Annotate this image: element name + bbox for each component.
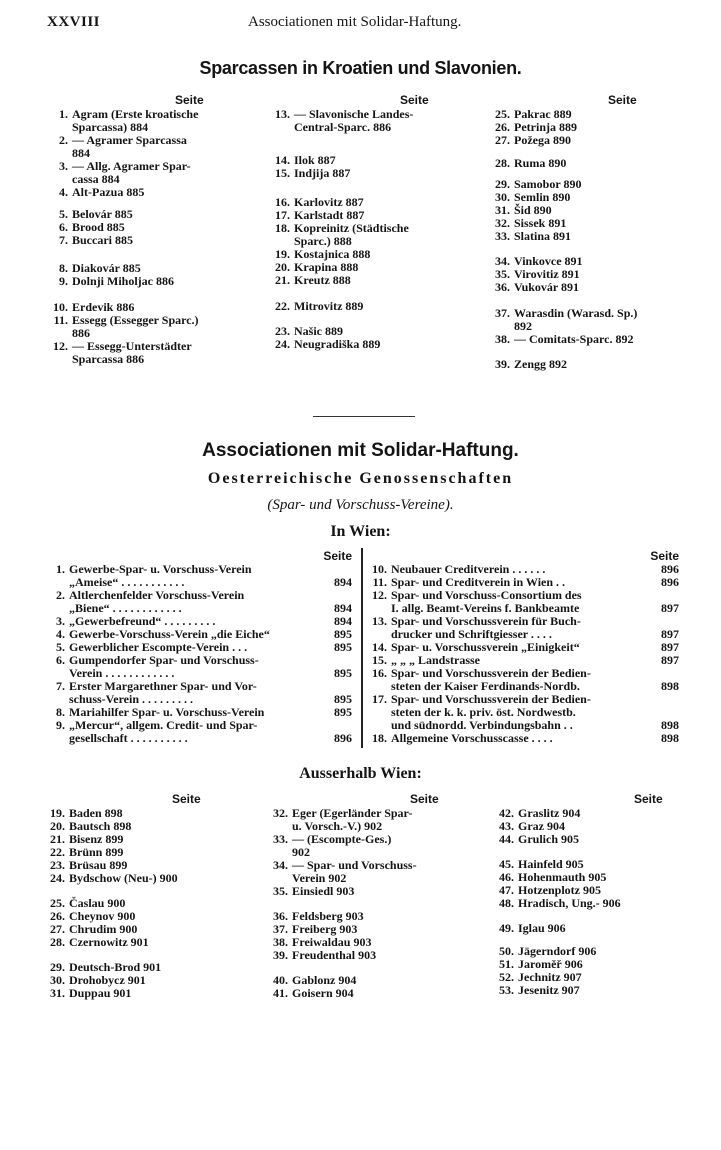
entry-text: Časlau 900 bbox=[69, 896, 126, 910]
entry-text: „Gewerbefreund“ . . . . . . . . . bbox=[69, 614, 216, 628]
entry-text: Gewerblicher Escompte-Verein . . . bbox=[69, 640, 248, 654]
entry-text: — Essegg-Unterstädter Sparcassa 886 bbox=[72, 339, 192, 366]
entry-number: 18. bbox=[372, 731, 387, 745]
entry-number: 41. bbox=[273, 986, 288, 1000]
ausserhalb-column-3 bbox=[496, 793, 716, 1013]
entry-text: Czernowitz 901 bbox=[69, 935, 149, 949]
entry-text: Freiwaldau 903 bbox=[292, 935, 372, 949]
page-reference: 897 bbox=[661, 640, 679, 654]
entry-number: 25. bbox=[495, 107, 510, 121]
entry-number: 7. bbox=[56, 679, 65, 693]
entry-number: 6. bbox=[56, 653, 65, 667]
entry-text: Graz 904 bbox=[518, 819, 565, 833]
entry-number: 11. bbox=[372, 575, 387, 589]
entry-text: Kreutz 888 bbox=[294, 273, 351, 287]
page-reference: 894 bbox=[334, 614, 352, 628]
entry-text: Feldsberg 903 bbox=[292, 909, 364, 923]
entry-number: 4. bbox=[56, 627, 65, 641]
entry-text: — (Escompte-Ges.) 902 bbox=[292, 832, 392, 859]
entry-text: Spar- und Creditverein in Wien . . bbox=[391, 575, 566, 589]
entry-text: Požega 890 bbox=[514, 133, 571, 147]
entry-text: Essegg (Essegger Sparc.) 886 bbox=[72, 313, 199, 340]
entry-number: 19. bbox=[50, 806, 65, 820]
entry-text: Spar- u. Vorschussverein „Einigkeit“ bbox=[391, 640, 580, 654]
entry-number: 44. bbox=[499, 832, 514, 846]
section-title-sparcassen: Sparcassen in Kroatien und Slavonien. bbox=[199, 58, 522, 78]
entry-text: Jaroměř 906 bbox=[518, 957, 583, 971]
entry-number: 13. bbox=[275, 107, 290, 121]
entry-number: 14. bbox=[372, 640, 387, 654]
entry-number: 24. bbox=[50, 871, 65, 885]
section-divider bbox=[313, 416, 415, 417]
entry-text: Zengg 892 bbox=[514, 357, 568, 371]
entry-number: 16. bbox=[372, 666, 387, 680]
entry-text: Cheynov 900 bbox=[69, 909, 136, 923]
page-reference: 898 bbox=[661, 718, 679, 732]
page-reference: 896 bbox=[334, 731, 352, 745]
seite-label: Seite bbox=[634, 792, 663, 806]
entry-number: 47. bbox=[499, 883, 514, 897]
wien-column-left bbox=[47, 550, 352, 750]
entry-number: 33. bbox=[495, 229, 510, 243]
entry-text: „ „ „ Landstrasse bbox=[391, 653, 481, 667]
entry-text: Brood 885 bbox=[72, 220, 125, 234]
page-reference: 897 bbox=[661, 653, 679, 667]
entry-number: 32. bbox=[495, 216, 510, 230]
page-reference: 895 bbox=[334, 692, 352, 706]
entry-number: 10. bbox=[53, 300, 68, 314]
entry-number: 4. bbox=[59, 185, 68, 199]
entry-number: 51. bbox=[499, 957, 514, 971]
entry-number: 21. bbox=[275, 273, 290, 287]
entry-number: 19. bbox=[275, 247, 290, 261]
entry-text: Warasdin (Warasd. Sp.) 892 bbox=[514, 306, 638, 333]
entry-number: 43. bbox=[499, 819, 514, 833]
entry-text: Diakovár 885 bbox=[72, 261, 141, 275]
entry-number: 15. bbox=[372, 653, 387, 667]
entry-text: — Spar- und Vorschuss- Verein 902 bbox=[292, 858, 417, 885]
ausserhalb-column-1 bbox=[47, 793, 262, 1013]
page-reference: 897 bbox=[661, 601, 679, 615]
entry-text: Našic 889 bbox=[294, 324, 343, 338]
entry-text: Hotzenplotz 905 bbox=[518, 883, 601, 897]
page-reference: 894 bbox=[334, 601, 352, 615]
page-reference: 894 bbox=[334, 575, 352, 589]
seite-label: Seite bbox=[323, 549, 352, 563]
entry-text: Neugradiška 889 bbox=[294, 337, 381, 351]
sparcassen-column-1 bbox=[50, 94, 265, 404]
entry-text: Spar- und Vorschussverein der Bedien- steten der k. k. priv. öst. Nordwestb. und südnordd. Verbindungsbahn . . bbox=[391, 692, 591, 732]
entry-text: Graslitz 904 bbox=[518, 806, 581, 820]
section-title-associationen: Associationen mit Solidar-Haftung. bbox=[202, 440, 519, 461]
column-divider bbox=[361, 548, 363, 748]
entry-text: Belovár 885 bbox=[72, 207, 133, 221]
entry-text: Jägerndorf 906 bbox=[518, 944, 597, 958]
entry-number: 22. bbox=[50, 845, 65, 859]
entry-number: 14. bbox=[275, 153, 290, 167]
entry-number: 5. bbox=[59, 207, 68, 221]
page-reference: 898 bbox=[661, 731, 679, 745]
entry-number: 11. bbox=[53, 313, 68, 327]
entry-number: 25. bbox=[50, 896, 65, 910]
entry-number: 38. bbox=[495, 332, 510, 346]
entry-number: 36. bbox=[273, 909, 288, 923]
entry-text: Slatina 891 bbox=[514, 229, 572, 243]
entry-text: Allgemeine Vorschusscasse . . . . bbox=[391, 731, 553, 745]
page-reference: 896 bbox=[661, 562, 679, 576]
entry-number: 48. bbox=[499, 896, 514, 910]
entry-number: 28. bbox=[50, 935, 65, 949]
entry-number: 31. bbox=[50, 986, 65, 1000]
entry-number: 12. bbox=[53, 339, 68, 353]
entry-text: — Slavonische Landes- Central-Sparc. 886 bbox=[294, 107, 414, 134]
entry-number: 21. bbox=[50, 832, 65, 846]
entry-text: Pakrac 889 bbox=[514, 107, 572, 121]
page-reference: 895 bbox=[334, 666, 352, 680]
subtitle-genossenschaften: Oesterreichische Genossenschaften bbox=[207, 470, 514, 487]
entry-text: Bautsch 898 bbox=[69, 819, 132, 833]
entry-number: 1. bbox=[59, 107, 68, 121]
entry-text: Grulich 905 bbox=[518, 832, 580, 846]
entry-text: „Mercur“, allgem. Credit- und Spar- gesellschaft . . . . . . . . . . bbox=[69, 718, 258, 745]
entry-number: 39. bbox=[495, 357, 510, 371]
entry-text: Krapina 888 bbox=[294, 260, 359, 274]
entry-text: Drohobycz 901 bbox=[69, 973, 146, 987]
seite-label: Seite bbox=[172, 792, 201, 806]
entry-text: Gumpendorfer Spar- und Vorschuss- Verein . . . . . . . . . . . . bbox=[69, 653, 259, 680]
entry-text: — Agramer Sparcassa 884 bbox=[72, 133, 187, 160]
entry-number: 26. bbox=[50, 909, 65, 923]
ausserhalb-column-2 bbox=[270, 793, 485, 1013]
entry-text: Vinkovce 891 bbox=[514, 254, 583, 268]
seite-label: Seite bbox=[650, 549, 679, 563]
entry-number: 6. bbox=[59, 220, 68, 234]
entry-number: 30. bbox=[50, 973, 65, 987]
entry-number: 3. bbox=[56, 614, 65, 628]
entry-number: 36. bbox=[495, 280, 510, 294]
page-reference: 895 bbox=[334, 705, 352, 719]
entry-text: Hainfeld 905 bbox=[518, 857, 584, 871]
entry-text: — Allg. Agramer Spar- cassa 884 bbox=[72, 159, 191, 186]
entry-number: 2. bbox=[56, 588, 65, 602]
entry-text: Mitrovitz 889 bbox=[294, 299, 364, 313]
entry-text: Hohenmauth 905 bbox=[518, 870, 607, 884]
wien-column-right bbox=[369, 550, 679, 750]
entry-text: Einsiedl 903 bbox=[292, 884, 355, 898]
entry-number: 26. bbox=[495, 120, 510, 134]
entry-number: 3. bbox=[59, 159, 68, 173]
entry-text: Karlstadt 887 bbox=[294, 208, 365, 222]
entry-number: 8. bbox=[59, 261, 68, 275]
entry-text: Karlovitz 887 bbox=[294, 195, 364, 209]
entry-text: Freiberg 903 bbox=[292, 922, 358, 936]
entry-number: 32. bbox=[273, 806, 288, 820]
entry-text: Baden 898 bbox=[69, 806, 123, 820]
entry-text: Virovitiz 891 bbox=[514, 267, 580, 281]
entry-text: Duppau 901 bbox=[69, 986, 132, 1000]
entry-number: 13. bbox=[372, 614, 387, 628]
page-number: XXVIII bbox=[47, 14, 101, 30]
entry-number: 40. bbox=[273, 973, 288, 987]
entry-number: 17. bbox=[275, 208, 290, 222]
entry-number: 34. bbox=[495, 254, 510, 268]
entry-text: Kostajnica 888 bbox=[294, 247, 371, 261]
entry-text: Freudenthal 903 bbox=[292, 948, 377, 962]
entry-text: Eger (Egerländer Spar- u. Vorsch.-V.) 902 bbox=[292, 806, 413, 833]
entry-text: Kopreinitz (Städtische Sparc.) 888 bbox=[294, 221, 409, 248]
entry-text: Neubauer Creditverein . . . . . . bbox=[391, 562, 546, 576]
entry-text: Jechnitz 907 bbox=[518, 970, 582, 984]
entry-number: 20. bbox=[50, 819, 65, 833]
entry-number: 33. bbox=[273, 832, 288, 846]
entry-number: 46. bbox=[499, 870, 514, 884]
entry-number: 8. bbox=[56, 705, 65, 719]
entry-text: Gewerbe-Vorschuss-Verein „die Eiche“ bbox=[69, 627, 270, 641]
entry-number: 38. bbox=[273, 935, 288, 949]
seite-label: Seite bbox=[175, 93, 204, 107]
entry-number: 16. bbox=[275, 195, 290, 209]
entry-number: 24. bbox=[275, 337, 290, 351]
entry-number: 22. bbox=[275, 299, 290, 313]
sparcassen-column-3 bbox=[492, 94, 712, 404]
entry-number: 35. bbox=[495, 267, 510, 281]
entry-number: 7. bbox=[59, 233, 68, 247]
entry-number: 27. bbox=[50, 922, 65, 936]
entry-number: 37. bbox=[273, 922, 288, 936]
entry-text: Deutsch-Brod 901 bbox=[69, 960, 162, 974]
entry-text: Chrudim 900 bbox=[69, 922, 138, 936]
page-reference: 897 bbox=[661, 627, 679, 641]
seite-label: Seite bbox=[410, 792, 439, 806]
heading-ausserhalb-wien: Ausserhalb Wien: bbox=[299, 765, 422, 782]
entry-text: Spar- und Vorschussverein für Buch- drucker und Schriftgiesser . . . . bbox=[391, 614, 581, 641]
entry-text: Hradisch, Ung.- 906 bbox=[518, 896, 621, 910]
entry-number: 37. bbox=[495, 306, 510, 320]
heading-in-wien: In Wien: bbox=[330, 523, 391, 540]
entry-text: Spar- und Vorschuss-Consortium des I. allg. Beamt-Vereins f. Bankbeamte bbox=[391, 588, 582, 615]
seite-label: Seite bbox=[400, 93, 429, 107]
entry-number: 53. bbox=[499, 983, 514, 997]
entry-text: Gablonz 904 bbox=[292, 973, 357, 987]
entry-number: 5. bbox=[56, 640, 65, 654]
entry-text: Dolnji Miholjac 886 bbox=[72, 274, 174, 288]
entry-text: Erdevik 886 bbox=[72, 300, 135, 314]
page-reference: 896 bbox=[661, 575, 679, 589]
entry-number: 18. bbox=[275, 221, 290, 235]
entry-number: 17. bbox=[372, 692, 387, 706]
sparcassen-column-2 bbox=[272, 94, 487, 404]
entry-text: Ilok 887 bbox=[294, 153, 336, 167]
entry-text: Alt-Pazua 885 bbox=[72, 185, 145, 199]
entry-text: Bisenz 899 bbox=[69, 832, 124, 846]
entry-number: 30. bbox=[495, 190, 510, 204]
seite-label: Seite bbox=[608, 93, 637, 107]
entry-number: 29. bbox=[495, 177, 510, 191]
entry-text: Vukovár 891 bbox=[514, 280, 580, 294]
entry-number: 1. bbox=[56, 562, 65, 576]
entry-text: Brüsau 899 bbox=[69, 858, 128, 872]
entry-text: Agram (Erste kroatische Sparcassa) 884 bbox=[72, 107, 199, 134]
entry-number: 23. bbox=[50, 858, 65, 872]
entry-text: Šid 890 bbox=[514, 203, 552, 217]
page-reference: 898 bbox=[661, 679, 679, 693]
entry-number: 9. bbox=[56, 718, 65, 732]
entry-text: Iglau 906 bbox=[518, 921, 566, 935]
entry-text: Indjija 887 bbox=[294, 166, 351, 180]
page-reference: 895 bbox=[334, 640, 352, 654]
entry-number: 39. bbox=[273, 948, 288, 962]
subtitle-note: (Spar- und Vorschuss-Vereine). bbox=[267, 497, 454, 513]
entry-number: 34. bbox=[273, 858, 288, 872]
entry-number: 9. bbox=[59, 274, 68, 288]
entry-text: Brünn 899 bbox=[69, 845, 124, 859]
entry-number: 42. bbox=[499, 806, 514, 820]
entry-text: Buccari 885 bbox=[72, 233, 133, 247]
entry-text: Ruma 890 bbox=[514, 156, 567, 170]
entry-number: 31. bbox=[495, 203, 510, 217]
page-reference: 895 bbox=[334, 627, 352, 641]
entry-text: Samobor 890 bbox=[514, 177, 582, 191]
entry-text: Petrinja 889 bbox=[514, 120, 577, 134]
entry-number: 15. bbox=[275, 166, 290, 180]
entry-text: Erster Margarethner Spar- und Vor- schuss-Verein . . . . . . . . . bbox=[69, 679, 257, 706]
entry-text: Jesenitz 907 bbox=[518, 983, 580, 997]
entry-text: — Comitats-Sparc. 892 bbox=[514, 332, 634, 346]
entry-text: Bydschow (Neu-) 900 bbox=[69, 871, 178, 885]
entry-text: Goisern 904 bbox=[292, 986, 354, 1000]
entry-number: 52. bbox=[499, 970, 514, 984]
entry-number: 29. bbox=[50, 960, 65, 974]
entry-number: 50. bbox=[499, 944, 514, 958]
entry-text: Sissek 891 bbox=[514, 216, 567, 230]
running-title: Associationen mit Solidar-Haftung. bbox=[248, 14, 462, 30]
entry-number: 45. bbox=[499, 857, 514, 871]
entry-text: Gewerbe-Spar- u. Vorschuss-Verein „Ameise“ . . . . . . . . . . . bbox=[69, 562, 252, 589]
entry-number: 20. bbox=[275, 260, 290, 274]
entry-number: 35. bbox=[273, 884, 288, 898]
entry-text: Altlerchenfelder Vorschuss-Verein „Biene“ . . . . . . . . . . . . bbox=[69, 588, 245, 615]
entry-number: 2. bbox=[59, 133, 68, 147]
entry-text: Mariahilfer Spar- u. Vorschuss-Verein bbox=[69, 705, 265, 719]
entry-text: Semlin 890 bbox=[514, 190, 571, 204]
entry-number: 10. bbox=[372, 562, 387, 576]
entry-number: 12. bbox=[372, 588, 387, 602]
entry-number: 23. bbox=[275, 324, 290, 338]
entry-number: 28. bbox=[495, 156, 510, 170]
entry-number: 27. bbox=[495, 133, 510, 147]
entry-number: 49. bbox=[499, 921, 514, 935]
entry-text: Spar- und Vorschussverein der Bedien- steten der Kaiser Ferdinands-Nordb. bbox=[391, 666, 591, 693]
